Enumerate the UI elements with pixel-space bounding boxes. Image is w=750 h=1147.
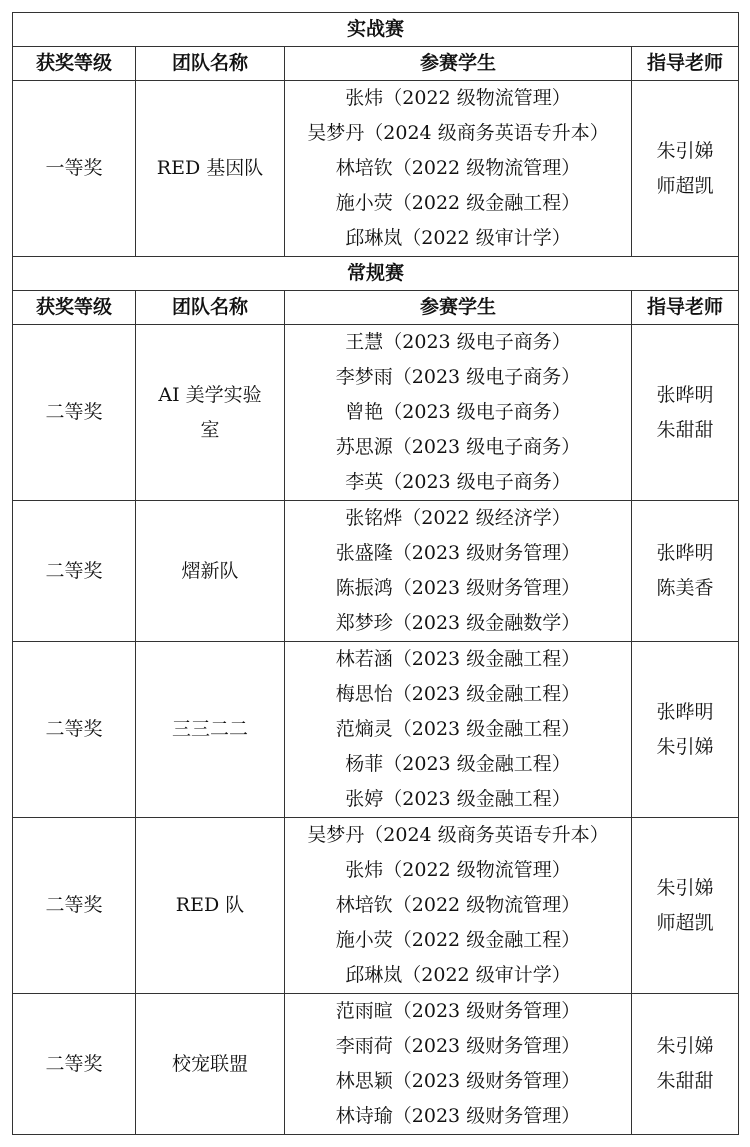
student-entry: 范雨暄（2023 级财务管理） [335,1000,581,1022]
student-entry: 杨菲（2023 级金融工程） [345,753,571,775]
student-entry: 施小荧（2022 级金融工程） [335,192,581,214]
advisor-name: 张晔明 [656,542,714,564]
student-entry: 郑梦珍（2023 级金融数学） [335,612,581,634]
team-name: RED 队 [175,894,245,916]
advisors-cell [632,994,739,1135]
student-entry: 范熵灵（2023 级金融工程） [335,718,581,740]
header-award-level: 获奖等级 [13,291,136,325]
advisor-name: 朱引娣 [656,735,714,758]
student-entry: 林思颖（2023 级财务管理） [335,1070,581,1092]
team-name: RED 基因队 [156,157,264,179]
student-entry: 李雨荷（2023 级财务管理） [335,1035,581,1057]
team-name: AI 美学实验室 [158,383,262,441]
table-row [13,818,739,994]
header-advisors: 指导老师 [632,47,739,81]
advisor-name: 张晔明 [656,383,714,406]
awards-table-body [13,13,739,1135]
header-students: 参赛学生 [285,291,632,325]
column-header-row [13,47,739,81]
team-name: 校宠联盟 [171,1052,248,1075]
student-entry: 张铭烨（2022 级经济学） [345,507,571,529]
student-entry: 张盛隆（2023 级财务管理） [335,542,581,564]
student-entry: 林培钦（2022 级物流管理） [335,157,581,179]
student-entry: 李梦雨（2023 级电子商务） [335,366,581,388]
header-students: 参赛学生 [285,47,632,81]
student-entry: 林培钦（2022 级物流管理） [335,894,581,916]
table-row [13,325,739,501]
award-level-cell: 二等奖 [13,325,136,501]
award-level-cell: 二等奖 [13,642,136,818]
section-title: 实战赛 [13,13,739,47]
advisors-cell [632,501,739,642]
section-title: 常规赛 [13,257,739,291]
advisors-cell [632,325,739,501]
student-entry: 张婷（2023 级金融工程） [345,788,571,810]
advisors-cell [632,642,739,818]
student-entry: 邱琳岚（2022 级审计学） [345,964,571,986]
student-entry: 张炜（2022 级物流管理） [345,87,571,109]
advisors-cell [632,81,739,257]
award-level-cell: 二等奖 [13,501,136,642]
students-cell [285,325,632,501]
student-entry: 王慧（2023 级电子商务） [345,331,571,353]
student-entry: 施小荧（2022 级金融工程） [335,929,581,951]
student-entry: 林若涵（2023 级金融工程） [335,648,581,670]
students-cell [285,642,632,818]
student-entry: 邱琳岚（2022 级审计学） [345,227,571,249]
award-level-cell: 二等奖 [13,994,136,1135]
header-team-name: 团队名称 [136,291,285,325]
table-row [13,501,739,642]
students-cell [285,501,632,642]
advisor-name: 朱引娣 [656,139,714,162]
advisor-name: 师超凯 [656,911,714,934]
table-row [13,81,739,257]
student-entry: 陈振鸿（2023 级财务管理） [335,577,581,599]
advisor-name: 朱甜甜 [656,1070,714,1092]
header-team-name: 团队名称 [136,47,285,81]
student-entry: 梅思怡（2023 级金融工程） [335,683,581,705]
student-entry: 李英（2023 级电子商务） [345,471,571,493]
student-entry: 吴梦丹（2024 级商务英语专升本） [307,824,609,846]
students-cell [285,994,632,1135]
table-row [13,642,739,818]
header-advisors: 指导老师 [632,291,739,325]
team-name-cell [136,818,285,994]
awards-document [12,12,739,1135]
student-entry: 林诗瑜（2023 级财务管理） [335,1105,581,1127]
advisor-name: 朱甜甜 [656,418,714,441]
team-name-cell [136,501,285,642]
students-cell [285,818,632,994]
student-entry: 吴梦丹（2024 级商务英语专升本） [307,122,609,144]
team-name: 熠新队 [181,559,239,582]
advisor-name: 陈美香 [656,577,714,599]
awards-table [12,12,739,1135]
table-row [13,994,739,1135]
advisor-name: 张晔明 [656,700,714,723]
advisors-cell [632,818,739,994]
team-name-cell [136,994,285,1135]
team-name: 三三二二 [171,718,248,740]
section-title-row [13,13,739,47]
team-name-cell [136,325,285,501]
advisor-name: 朱引娣 [656,876,714,899]
team-name-cell [136,81,285,257]
student-entry: 张炜（2022 级物流管理） [345,859,571,881]
student-entry: 苏思源（2023 级电子商务） [335,436,581,458]
column-header-row [13,291,739,325]
award-level-cell: 一等奖 [13,81,136,257]
header-award-level: 获奖等级 [13,47,136,81]
section-title-row [13,257,739,291]
student-entry: 曾艳（2023 级电子商务） [345,401,571,423]
advisor-name: 朱引娣 [656,1035,714,1057]
award-level-cell: 二等奖 [13,818,136,994]
advisor-name: 师超凯 [656,174,714,197]
students-cell [285,81,632,257]
team-name-cell [136,642,285,818]
